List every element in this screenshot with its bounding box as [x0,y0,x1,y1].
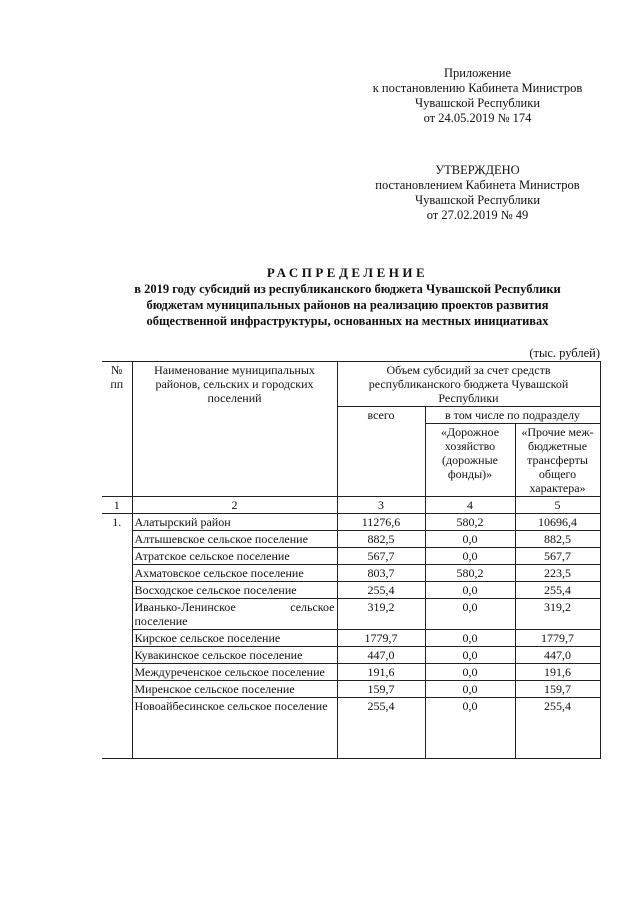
row-no [102,599,132,630]
units-label: (тыс. рублей) [529,346,600,360]
col-number: 4 [425,497,515,514]
row-other: 159,7 [515,681,600,698]
row-other: 567,7 [515,548,600,565]
row-roads: 580,2 [425,514,515,531]
row-roads: 0,0 [425,630,515,647]
row-no [102,582,132,599]
approved-line: УТВЕРЖДЕНО [435,163,520,177]
title-heading: РАСПРЕДЕЛЕНИЕ [266,265,429,280]
row-total: 803,7 [337,565,425,582]
row-total: 1779,7 [337,630,425,647]
header-no: № пп [102,362,132,497]
header-total: всего [337,407,425,497]
table-row [102,565,600,582]
header-incl: в том числе по подразделу [425,407,600,424]
table-row [102,514,600,531]
appendix-line: Чувашской Республики [414,96,541,110]
row-name: Кирское сельское поселение [132,630,337,647]
row-no [102,630,132,647]
row-total: 255,4 [337,698,425,759]
col-number: 3 [337,497,425,514]
row-no [102,698,132,759]
row-no [102,664,132,681]
subsidy-table [102,361,601,759]
row-name: Восходское сельское поселение [132,582,337,599]
row-other: 882,5 [515,531,600,548]
col-number: 1 [102,497,132,514]
approved-line: постановлением Кабинета Министров [375,178,580,192]
row-total: 159,7 [337,681,425,698]
row-roads: 0,0 [425,531,515,548]
row-other: 191,6 [515,664,600,681]
row-total: 319,2 [337,599,425,630]
row-roads: 0,0 [425,647,515,664]
row-total: 255,4 [337,582,425,599]
title-line: в 2019 году субсидий из республиканского бюджета Чувашской Республики [134,282,561,296]
row-name: Миренское сельское поселение [132,681,337,698]
row-other: 319,2 [515,599,600,630]
row-roads: 0,0 [425,599,515,630]
row-name: Алатырский район [132,514,337,531]
row-roads: 0,0 [425,681,515,698]
row-name: Атратское сельское поселение [132,548,337,565]
appendix-line: Приложение [443,66,512,80]
table-row [102,599,600,630]
row-no [102,565,132,582]
row-roads: 0,0 [425,548,515,565]
row-other: 223,5 [515,565,600,582]
row-other: 255,4 [515,582,600,599]
row-other: 10696,4 [515,514,600,531]
row-no: 1. [102,514,132,531]
col-number: 2 [132,497,337,514]
row-name: Междуреченское сельское поселение [132,664,337,681]
header-other: «Прочие меж-бюджетные трансферты общего характера» [515,424,600,497]
appendix-block [355,66,600,126]
table-row [102,664,600,681]
row-total: 882,5 [337,531,425,548]
row-no [102,548,132,565]
row-other: 447,0 [515,647,600,664]
row-name: Новоайбесинское сельское поселение [132,698,337,759]
header-row [102,362,600,407]
row-no [102,647,132,664]
title-line: бюджетам муниципальных районов на реализацию проектов развития [146,298,549,312]
row-no [102,681,132,698]
row-other: 255,4 [515,698,600,759]
row-total: 567,7 [337,548,425,565]
row-roads: 0,0 [425,582,515,599]
table-row [102,548,600,565]
title-line: общественной инфраструктуры, основанных на местных инициативах [146,314,549,328]
row-name: Иванько-Ленинское сельское поселение [132,599,337,630]
approved-line: от 27.02.2019 № 49 [426,208,529,222]
col-number: 5 [515,497,600,514]
row-roads: 580,2 [425,565,515,582]
row-roads: 0,0 [425,664,515,681]
table-row [102,681,600,698]
header-volume: Объем субсидий за счет средств республиканского бюджета Чувашской Республики [337,362,600,407]
table-row [102,698,600,759]
appendix-line: от 24.05.2019 № 174 [423,111,532,125]
approved-line: Чувашской Республики [414,193,541,207]
row-total: 191,6 [337,664,425,681]
approved-block [355,163,600,223]
row-name: Кувакинское сельское поселение [132,647,337,664]
table-row [102,582,600,599]
table-row [102,531,600,548]
row-total: 447,0 [337,647,425,664]
table-row [102,647,600,664]
row-name: Ахматовское сельское поселение [132,565,337,582]
row-other: 1779,7 [515,630,600,647]
row-no [102,531,132,548]
header-roads: «Дорожное хозяйство (дорожные фонды)» [425,424,515,497]
row-name: Алтышевское сельское поселение [132,531,337,548]
appendix-line: к постановлению Кабинета Министров [372,81,583,95]
document-title [95,265,600,329]
row-roads: 0,0 [425,698,515,759]
column-number-row [102,497,600,514]
row-total: 11276,6 [337,514,425,531]
header-name: Наименование муниципальных районов, сельских и городских поселений [132,362,337,497]
table-row [102,630,600,647]
